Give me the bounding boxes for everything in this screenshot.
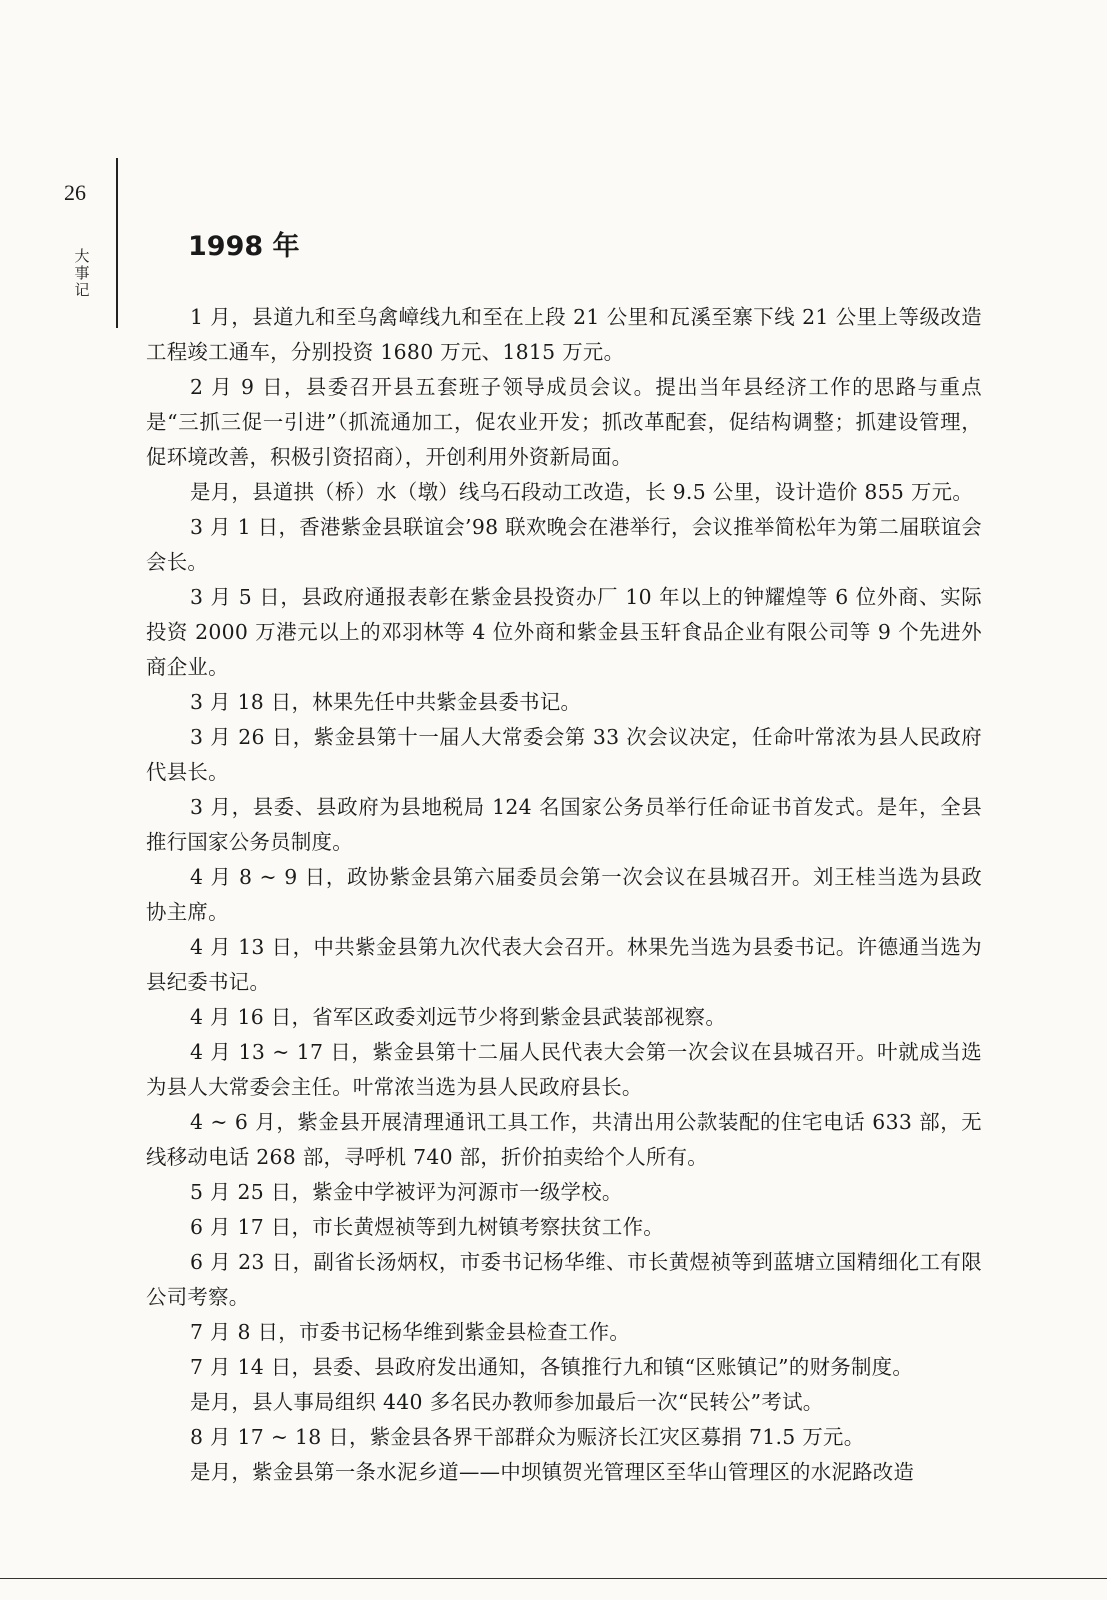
entry-1998-03-01: 3 月 1 日，香港紫金县联谊会’98 联欢晚会在港举行，会议推举简松年为第二届联谊会会长。 — [146, 515, 982, 574]
entry-1998-04-13: 4 月 13 日，中共紫金县第九次代表大会召开。林果先当选为县委书记。许德通当选为县纪委书记。 — [146, 935, 982, 994]
entry-1998-08-17: 8 月 17 ~ 18 日，紫金县各界干部群众为赈济长江灾区募捐 71.5 万元。 — [190, 1425, 865, 1449]
running-head: 大事记 — [74, 247, 90, 299]
entry-1998-04-13-17: 4 月 13 ~ 17 日，紫金县第十二届人民代表大会第一次会议在县城召开。叶就成当选为县人大常委会主任。叶常浓当选为县人民政府县长。 — [146, 1040, 982, 1099]
entry-1998-02-road-wushi: 是月，县道拱（桥）水（墩）线乌石段动工改造，长 9.5 公里，设计造价 855 万元。 — [190, 480, 974, 504]
entry-1998-03-18: 3 月 18 日，林果先任中共紫金县委书记。 — [190, 690, 582, 714]
entry-1998-04-06-telecom: 4 ~ 6 月，紫金县开展清理通讯工具工作，共清出用公款装配的住宅电话 633 部，无线移动电话 268 部，寻呼机 740 部，折价拍卖给个人所有。 — [146, 1110, 982, 1169]
entry-1998-01-roads: 1 月，县道九和至乌禽嶂线九和至在上段 21 公里和瓦溪至寨下线 21 公里上等级改造工程竣工通车，分别投资 1680 万元、1815 万元。 — [146, 305, 982, 364]
entry-1998-03-civil-servants: 3 月，县委、县政府为县地税局 124 名国家公务员举行任命证书首发式。是年，全县推行国家公务员制度。 — [146, 795, 982, 854]
entry-1998-04-08: 4 月 8 ~ 9 日，政协紫金县第六届委员会第一次会议在县城召开。刘王桂当选为县政协主席。 — [146, 865, 982, 924]
entry-1998-05-25: 5 月 25 日，紫金中学被评为河源市一级学校。 — [190, 1180, 623, 1204]
entry-1998-03-05: 3 月 5 日，县政府通报表彰在紫金县投资办厂 10 年以上的钟耀煌等 6 位外商、实际投资 2000 万港元以上的邓羽林等 4 位外商和紫金县玉轩食品企业有限公司等 9 个先进外商企业。 — [146, 585, 982, 679]
entry-1998-04-16: 4 月 16 日，省军区政委刘远节少将到紫金县武装部视察。 — [190, 1005, 727, 1029]
margin-rule — [116, 158, 118, 328]
entry-1998-07-14: 7 月 14 日，县委、县政府发出通知，各镇推行九和镇“区账镇记”的财务制度。 — [190, 1355, 914, 1379]
bottom-rule — [0, 1578, 1107, 1579]
chronicle-body — [146, 300, 982, 1490]
entry-1998-07-08: 7 月 8 日，市委书记杨华维到紫金县检查工作。 — [190, 1320, 631, 1344]
entry-1998-07-teachers: 是月，县人事局组织 440 多名民办教师参加最后一次“民转公”考试。 — [190, 1390, 824, 1414]
page-number: 26 — [64, 180, 86, 205]
entry-1998-02-09: 2 月 9 日，县委召开县五套班子领导成员会议。提出当年县经济工作的思路与重点是“三抓三促一引进”（抓流通加工，促农业开发；抓改革配套，促结构调整；抓建设管理，促环境改善，积极引资招商），开创利用外资新局面。 — [146, 375, 982, 469]
year-heading: 1998 年 — [188, 231, 300, 262]
entry-1998-08-cement-road: 是月，紫金县第一条水泥乡道——中坝镇贺光管理区至华山管理区的水泥路改造 — [190, 1460, 915, 1484]
entry-1998-03-26: 3 月 26 日，紫金县第十一届人大常委会第 33 次会议决定，任命叶常浓为县人民政府代县长。 — [146, 725, 982, 784]
entry-1998-06-17: 6 月 17 日，市长黄煜祯等到九树镇考察扶贫工作。 — [190, 1215, 664, 1239]
entry-1998-06-23: 6 月 23 日，副省长汤炳权，市委书记杨华维、市长黄煜祯等到蓝塘立国精细化工有限公司考察。 — [146, 1250, 982, 1309]
